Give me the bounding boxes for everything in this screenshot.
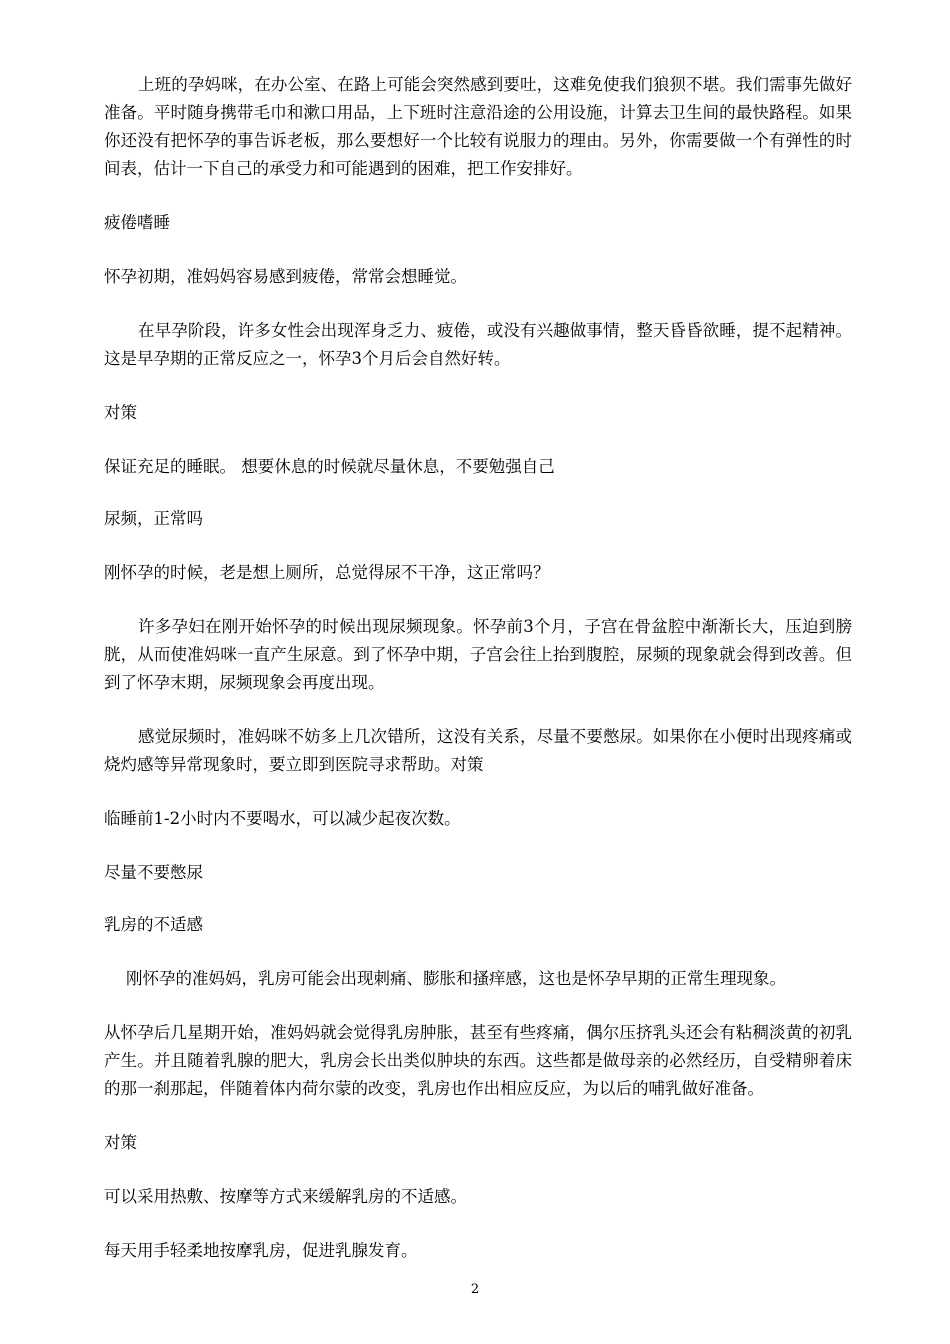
heading-countermeasure-1: 对策	[104, 403, 137, 422]
heading-frequent-urination: 尿频，正常吗	[104, 509, 203, 528]
heading-countermeasure-2: 对策	[104, 1133, 137, 1152]
paragraph-urination-question: 刚怀孕的时候，老是想上厕所，总觉得尿不干净，这正常吗？	[104, 563, 550, 582]
paragraph-office-nausea: 上班的孕妈咪，在办公室、在路上可能会突然感到要吐，这难免使我们狼狈不堪。我们需事先做好准备。平时随身携带毛巾和漱口用品，上下班时注意沿途的公用设施，计算去卫生间的最快路程。如果你还没有把怀孕的事告诉老板，那么要想好一个比较有说服力的理由。另外，你需要做一个有弹性的时间表，估计一下自己的承受力和可能遇到的困难，把工作安排好。	[104, 75, 852, 178]
paragraph-fatigue-intro: 怀孕初期，准妈妈容易感到疲倦，常常会想睡觉。	[104, 267, 467, 286]
paragraph-sleep-advice: 保证充足的睡眠。 想要休息的时候就尽量休息，不要勉强自己	[104, 457, 555, 476]
heading-fatigue: 疲倦嗜睡	[104, 213, 170, 232]
paragraph-fatigue-detail: 在早孕阶段，许多女性会出现浑身乏力、疲倦，或没有兴趣做事情，整天昏昏欲睡，提不起精神。这是早孕期的正常反应之一，怀孕3个月后会自然好转。	[104, 321, 852, 368]
document-page	[104, 71, 852, 1291]
paragraph-avoid-holding: 尽量不要憋尿	[104, 863, 203, 882]
paragraph-breast-detail: 从怀孕后几星期开始，准妈妈就会觉得乳房肿胀，甚至有些疼痛，偶尔压挤乳头还会有粘稠淡黄的初乳产生。并且随着乳腺的肥大，乳房会长出类似肿块的东西。这些都是做母亲的必然经历，自受精卵着床的那一刹那起，伴随着体内荷尔蒙的改变，乳房也作出相应反应，为以后的哺乳做好准备。	[104, 1023, 852, 1098]
heading-breast-discomfort: 乳房的不适感	[104, 915, 203, 934]
paragraph-water-before-sleep: 临睡前1-2小时内不要喝水，可以减少起夜次数。	[104, 809, 461, 828]
paragraph-daily-massage: 每天用手轻柔地按摩乳房，促进乳腺发育。	[104, 1241, 418, 1260]
page-number: 2	[470, 1282, 480, 1297]
paragraph-urination-advice: 感觉尿频时，准妈咪不妨多上几次错所，这没有关系，尽量不要憋尿。如果你在小便时出现疼痛或烧灼感等异常现象时，要立即到医院寻求帮助。对策	[104, 727, 852, 774]
paragraph-breast-intro: 刚怀孕的准妈妈，乳房可能会出现刺痛、膨胀和搔痒感，这也是怀孕早期的正常生理现象。	[126, 969, 786, 988]
paragraph-urination-detail: 许多孕妇在刚开始怀孕的时候出现尿频现象。怀孕前3个月，子宫在骨盆腔中渐渐长大，压迫到膀胱，从而使准妈咪一直产生尿意。到了怀孕中期，子宫会往上抬到腹腔，尿频的现象就会得到改善。但到了怀孕末期，尿频现象会再度出现。	[104, 617, 852, 692]
paragraph-compress-massage: 可以采用热敷、按摩等方式来缓解乳房的不适感。	[104, 1187, 467, 1206]
